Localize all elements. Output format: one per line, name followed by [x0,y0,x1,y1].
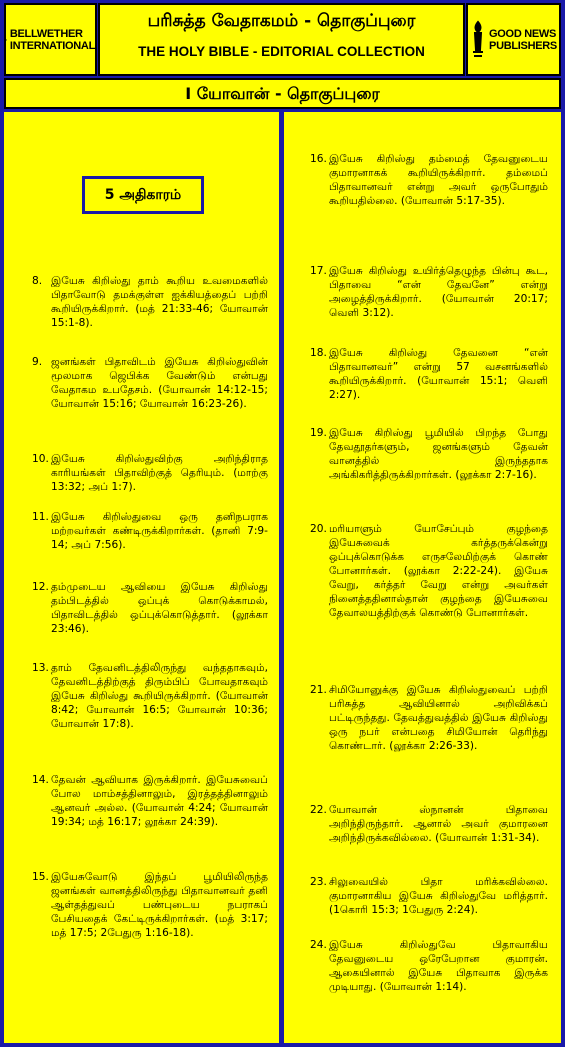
torch-icon [470,20,486,60]
list-item [310,426,548,482]
header-title-box [98,3,465,76]
item-text: இயேசு கிறிஸ்து தம்மைத் தேவனுடைய குமாரனாகக் கூறியிருக்கிறார். தம்மைப் பிதாவானவர் என்று அவர் ஒருபோதும் கூறியதில்லை. (யோவான் 5:17-35). [329,153,548,207]
list-item [32,661,268,731]
item-text: யோவான் ஸ்நானன் பிதாவை அறிந்திருந்தார். ஆனால் அவர் குமாரனை அறிந்திருக்கவில்லை. (யோவான் 1:31-34). [329,804,548,844]
list-item [310,803,548,845]
list-item [310,152,548,208]
item-text: தேவன் ஆவியாக இருக்கிறார். இயேசுவைப் போல மாம்சத்தினாலும், இரத்தத்தினாலும் ஆனவர் அல்ல. (யோவான் 4:24; யோவான் 19:34; மத் 16:17; லூக்கா 24:39). [51,774,268,828]
logo-line: BELLWETHER [9,27,83,40]
title-tamil: பரிசுத்த வேதாகமம் - தொகுப்புரை [147,11,416,31]
chapter-label: 5 அதிகாரம் [82,176,204,214]
list-item [32,355,268,411]
list-item [32,452,268,494]
item-text: மரியாளும் யோசேப்பும் குழந்தை இயேசுவைக் கர்த்தருக்கென்று ஒப்புக்கொடுக்க எருசலேமிற்குக் கொண் போனார்கள். (லூக்கா 2:22-24). இயேசு வேறு, கர்த்தர் வேறு என்று அவர்கள் நினைத்ததினால்தான் குழந்தை இயேசுவை தேவாலயத்திற்குக் கொண்டு போனார்கள். [329,523,548,619]
item-number: 23. [310,876,327,888]
book-title: I யோவான் - தொகுப்புரை [4,78,561,109]
item-number: 10. [32,453,49,465]
list-item [310,683,548,753]
item-text: தம்முடைய ஆவியை இயேசு கிறிஸ்து தம்பிடத்தில் ஒப்புக் கொடுக்காமல், பிதாவிடத்தில் ஒப்புக்கொடுத்தார். (லூக்கா 23:46). [51,581,268,635]
item-text: சிலுவையில் பிதா மரிக்கவில்லை. குமாரனாகிய இயேசு கிறிஸ்துவே மரித்தார். (1கொரி 15:3; 1பேதுரு 2:24). [329,876,548,916]
logo-line: GOOD NEWS [489,27,557,40]
logo-line: INTERNATIONAL [9,39,95,52]
good-news-logo [466,3,561,76]
item-text: இயேசுவோடு இந்தப் பூமியிலிருந்த ஜனங்கள் வானத்திலிருந்து பிதாவானவர் தனி ஆள்தத்துவப் பண்புடைய நபராகப் பேசியதைக் கேட்டிருக்கிறார்கள். (மத் 3:17; மத் 17:5; 2பேதுரு 1:16-18). [51,871,268,939]
item-text: இயேசு கிறிஸ்துவிற்கு அறிந்திராத காரியங்கள் பிதாவிற்குத் தெரியும். (மாற்கு 13:32; அப் 1:7). [51,453,268,493]
item-number: 11. [32,511,49,523]
item-text: ஜனங்கள் பிதாவிடம் இயேசு கிறிஸ்துவின் மூலமாக ஜெபிக்க வேண்டும் என்பது வேதாகம உபதேசம். (யோவான் 14:12-15; யோவான் 15:16; யோவான் 16:23-26). [51,356,268,410]
list-item [32,580,268,636]
logo-line: PUBLISHERS [489,39,557,52]
item-text: இயேசு கிறிஸ்து தாம் கூறிய உவமைகளில் பிதாவோடு தமக்குள்ள ஐக்கியத்தைப் பற்றி கூறியிருக்கிறார். (மத் 21:33-46; யோவான் 15:1-8). [51,275,268,329]
item-number: 15. [32,871,49,883]
item-number: 12. [32,581,49,593]
item-number: 16. [310,153,327,165]
list-item [310,938,548,994]
item-number: 9. [32,356,43,368]
right-column [284,112,561,1043]
item-text: இயேசு கிறிஸ்துவை ஒரு தனிநபராக மற்றவர்கள் கண்டிருக்கிறார்கள். (தானி 7:9-14; அப் 7:56). [51,511,268,551]
item-number: 20. [310,523,327,535]
list-item [32,870,268,940]
item-number: 21. [310,684,327,696]
item-number: 24. [310,939,327,951]
item-number: 19. [310,427,327,439]
title-english: THE HOLY BIBLE - EDITORIAL COLLECTION [138,44,425,59]
item-text: இயேசு கிறிஸ்துவே பிதாவாகிய தேவனுடைய ஒரேபேறான குமாரன். ஆகையினால் இயேசு பிதாவாக இருக்க முடியாது. (யோவான் 1:14). [329,939,548,993]
list-item [310,875,548,917]
list-item [32,510,268,552]
list-item [310,264,548,320]
item-number: 22. [310,804,327,816]
item-number: 18. [310,347,327,359]
item-text: இயேசு கிறிஸ்து பூமியில் பிறந்த போது தேவதூதர்களும், ஜனங்களும் தேவன் வானத்தில் இருந்ததாக அங்கிகரித்திருக்கிறார்கள். (லூக்கா 2:7-16). [329,427,548,481]
item-number: 17. [310,265,327,277]
item-text: இயேசு கிறிஸ்து தேவனை “என் பிதாவானவர்” என்று 57 வசனங்களில் கூறியிருக்கிறார். (யோவான் 15:1; வெளி 2:27). [329,347,548,401]
item-text: தாம் தேவனிடத்திலிருந்து வந்ததாகவும், தேவனிடத்திற்குத் திரும்பிப் போவதாகவும் இயேசு கிறிஸ்து கூறியிருக்கிறார். (யோவான் 8:42; யோவான் 16:5; யோவான் 10:36; யோவான் 17:8). [51,662,268,730]
list-item [32,773,268,829]
left-column [4,112,279,1043]
item-number: 14. [32,774,49,786]
item-text: இயேசு கிறிஸ்து உயிர்த்தெழுந்த பின்பு கூட, பிதாவை “என் தேவனே” என்று அழைத்திருக்கிறார். (யோவான் 20:17; வெளி 3:12). [329,265,548,319]
list-item [310,522,548,620]
bellwether-logo [4,3,97,76]
list-item [310,346,548,402]
item-number: 8. [32,275,43,287]
item-text: சிமியோனுக்கு இயேசு கிறிஸ்துவைப் பற்றி பரிசுத்த ஆவியினால் அறிவிக்கப் பட்டிருந்தது. தேவத்துவத்தில் இயேசு கிறிஸ்து ஒரு நபர் என்பதை சிமியோன் தெரிந்து கொண்டார். (லூக்கா 2:26-33). [329,684,548,752]
list-item [32,274,268,330]
bell-icon [6,20,7,60]
item-number: 13. [32,662,49,674]
